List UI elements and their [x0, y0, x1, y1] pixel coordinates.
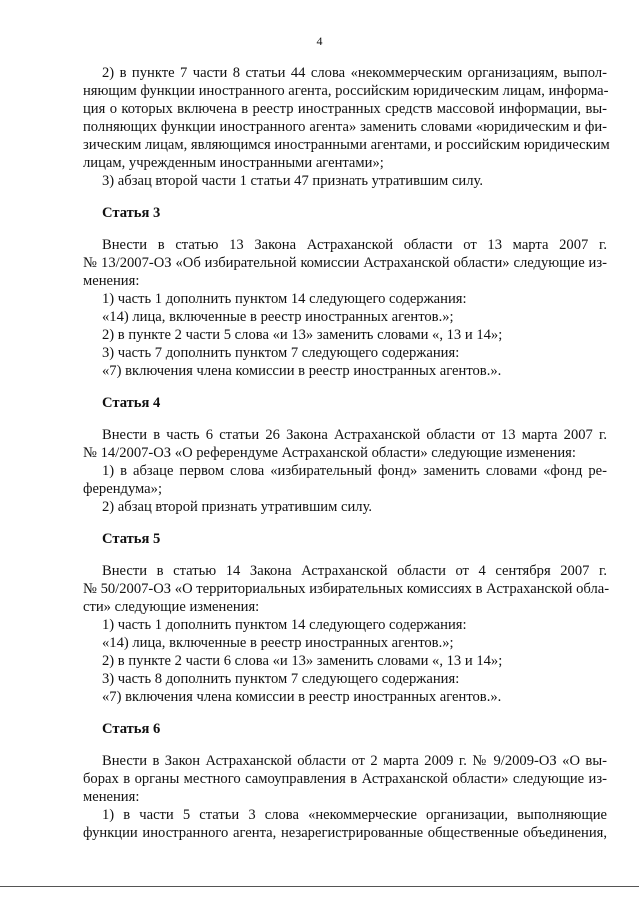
text-line: «7) включения члена комиссии в реестр иностранных агентов.».	[102, 689, 502, 705]
text-line: 2) в пункте 2 части 5 слова «и 13» заменить словами «, 13 и 14»;	[102, 327, 503, 343]
text-line: 3) часть 8 дополнить пунктом 7 следующего содержания:	[102, 671, 460, 687]
text-line: зическим лицам, являющимся иностранными агентами, и российским юридическим	[83, 137, 610, 153]
text-line: ферендума»;	[83, 481, 163, 497]
text-line: «14) лица, включенные в реестр иностранных агентов.»;	[102, 635, 454, 651]
text-line: Внести в часть 6 статьи 26 Закона Астраханской области от 13 марта 2007 г.	[102, 427, 607, 443]
text-line: борах в органы местного самоуправления в Астраханской области» следующие из-	[83, 771, 607, 787]
text-line: 2) абзац второй признать утратившим силу.	[102, 499, 373, 515]
text-line: «7) включения члена комиссии в реестр иностранных агентов.».	[102, 363, 502, 379]
text-line: функции иностранного агента, незарегистрированные общественные объединения,	[83, 825, 607, 841]
text-line: 1) часть 1 дополнить пунктом 14 следующего содержания:	[102, 291, 467, 307]
article-heading: Статья 4	[102, 395, 161, 411]
article-heading: Статья 3	[102, 205, 161, 221]
page-number: 4	[316, 34, 323, 48]
text-line: 3) часть 7 дополнить пунктом 7 следующего содержания:	[102, 345, 460, 361]
text-line: 3) абзац второй части 1 статьи 47 признать утратившим силу.	[102, 173, 483, 189]
text-line: Внести в Закон Астраханской области от 2 марта 2009 г. № 9/2009-ОЗ «О вы-	[102, 753, 607, 769]
text-line: 2) в пункте 2 части 6 слова «и 13» заменить словами «, 13 и 14»;	[102, 653, 503, 669]
text-line: менения:	[83, 273, 140, 289]
text-line: няющим функции иностранного агента, российским юридическим лицам, информа-	[83, 83, 609, 99]
text-line: 1) в части 5 статьи 3 слова «некоммерческие организации, выполняющие	[102, 807, 607, 823]
text-line: сти» следующие изменения:	[83, 599, 260, 615]
text-line: 1) в абзаце первом слова «избирательный фонд» заменить словами «фонд ре-	[102, 463, 607, 479]
text-line: полняющих функции иностранного агента» заменить словами «юридическим и фи-	[83, 119, 607, 135]
article-heading: Статья 5	[102, 531, 161, 547]
text-line: Внести в статью 13 Закона Астраханской области от 13 марта 2007 г.	[102, 237, 607, 253]
text-line: Внести в статью 14 Закона Астраханской области от 4 сентября 2007 г.	[102, 563, 607, 579]
text-line: № 50/2007-ОЗ «О территориальных избирательных комиссиях в Астраханской обла-	[83, 581, 610, 597]
text-line: менения:	[83, 789, 140, 805]
text-line: «14) лица, включенные в реестр иностранных агентов.»;	[102, 309, 454, 325]
text-line: 2) в пункте 7 части 8 статьи 44 слова «некоммерческим организациям, выпол-	[102, 65, 607, 81]
text-line: ция о которых включена в реестр иностранных средств массовой информации, вы-	[83, 101, 607, 117]
text-line: № 13/2007-ОЗ «Об избирательной комиссии Астраханской области» следующие из-	[83, 255, 607, 271]
text-line: лицам, учрежденным иностранными агентами»;	[83, 155, 384, 171]
text-line: 1) часть 1 дополнить пунктом 14 следующего содержания:	[102, 617, 467, 633]
article-heading: Статья 6	[102, 721, 161, 737]
page-bottom-rule	[0, 886, 639, 887]
text-line: № 14/2007-ОЗ «О референдуме Астраханской области» следующие изменения:	[83, 445, 576, 461]
